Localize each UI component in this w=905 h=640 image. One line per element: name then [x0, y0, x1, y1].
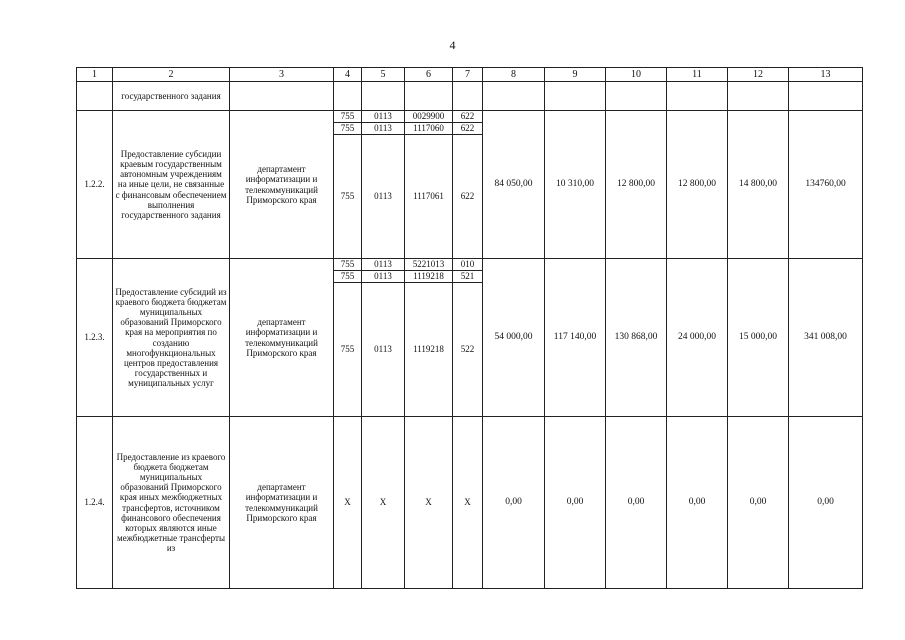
col-header: 13 [789, 68, 863, 82]
department: департамент информатизации и телекоммуникаций Приморского края [230, 417, 334, 589]
code-cell: 1117060 [405, 123, 453, 135]
code-cell: 521 [453, 271, 483, 283]
code-cell: 755 [334, 111, 362, 123]
col-header: 11 [667, 68, 728, 82]
col-header: 12 [728, 68, 789, 82]
table-row [77, 259, 863, 271]
col-header: 10 [606, 68, 667, 82]
code-cell: X [334, 417, 362, 589]
item-name: Предоставление субсидии краевым государственным автономным учреждениям на иные цели, не связанные с финансовым обеспечением выполнения государственного задания [113, 111, 230, 259]
col-header: 2 [113, 68, 230, 82]
value-cell: 54 000,00 [483, 259, 545, 417]
value-cell: 10 310,00 [545, 111, 606, 259]
col-header: 5 [362, 68, 405, 82]
code-cell: 0029900 [405, 111, 453, 123]
col-header: 8 [483, 68, 545, 82]
value-cell: 12 800,00 [606, 111, 667, 259]
code-cell: 5221013 [405, 259, 453, 271]
header-row [77, 68, 863, 82]
code-cell: 1117061 [405, 135, 453, 259]
code-cell: 622 [453, 135, 483, 259]
page-number: 4 [449, 38, 456, 52]
value-cell: 341 008,00 [789, 259, 863, 417]
code-cell: 755 [334, 259, 362, 271]
item-number: 1.2.4. [77, 417, 113, 589]
code-cell: X [405, 417, 453, 589]
department: департамент информатизации и телекоммуникаций Приморского края [230, 111, 334, 259]
value-cell: 0,00 [667, 417, 728, 589]
code-cell: 755 [334, 123, 362, 135]
item-name: Предоставление субсидий из краевого бюджета бюджетам муниципальных образований Приморского края на мероприятия по созданию многофункциональных центров предоставления государственных и муниципальных услуг [113, 259, 230, 417]
value-cell: 14 800,00 [728, 111, 789, 259]
col-header: 9 [545, 68, 606, 82]
budget-table [76, 67, 863, 589]
value-cell: 24 000,00 [667, 259, 728, 417]
code-cell: 622 [453, 123, 483, 135]
value-cell: 0,00 [789, 417, 863, 589]
code-cell: 0113 [362, 123, 405, 135]
value-cell: 12 800,00 [667, 111, 728, 259]
value-cell: 84 050,00 [483, 111, 545, 259]
table-row [77, 417, 863, 589]
code-cell: 0113 [362, 111, 405, 123]
col-header: 6 [405, 68, 453, 82]
value-cell: 130 868,00 [606, 259, 667, 417]
value-cell: 134760,00 [789, 111, 863, 259]
col-header: 3 [230, 68, 334, 82]
code-cell: 1119218 [405, 271, 453, 283]
col-header: 1 [77, 68, 113, 82]
item-name: государственного задания [113, 82, 230, 111]
code-cell: X [453, 417, 483, 589]
col-header: 4 [334, 68, 362, 82]
col-header: 7 [453, 68, 483, 82]
code-cell: 522 [453, 283, 483, 417]
code-cell: 622 [453, 111, 483, 123]
value-cell: 0,00 [483, 417, 545, 589]
code-cell: X [362, 417, 405, 589]
value-cell: 15 000,00 [728, 259, 789, 417]
code-cell: 0113 [362, 283, 405, 417]
code-cell: 755 [334, 283, 362, 417]
code-cell: 755 [334, 271, 362, 283]
code-cell: 755 [334, 135, 362, 259]
value-cell: 0,00 [606, 417, 667, 589]
value-cell: 0,00 [545, 417, 606, 589]
code-cell: 0113 [362, 259, 405, 271]
code-cell: 0113 [362, 135, 405, 259]
value-cell: 117 140,00 [545, 259, 606, 417]
item-number: 1.2.2. [77, 111, 113, 259]
code-cell: 1119218 [405, 283, 453, 417]
continuation-row [77, 82, 863, 111]
item-number: 1.2.3. [77, 259, 113, 417]
item-name: Предоставление из краевого бюджета бюджетам муниципальных образований Приморского края иных межбюджетных трансфертов, источником финансового обеспечения которых являются иные межбюджетные трансферты из [113, 417, 230, 589]
code-cell: 0113 [362, 271, 405, 283]
value-cell: 0,00 [728, 417, 789, 589]
code-cell: 010 [453, 259, 483, 271]
table-row [77, 111, 863, 123]
department: департамент информатизации и телекоммуникаций Приморского края [230, 259, 334, 417]
